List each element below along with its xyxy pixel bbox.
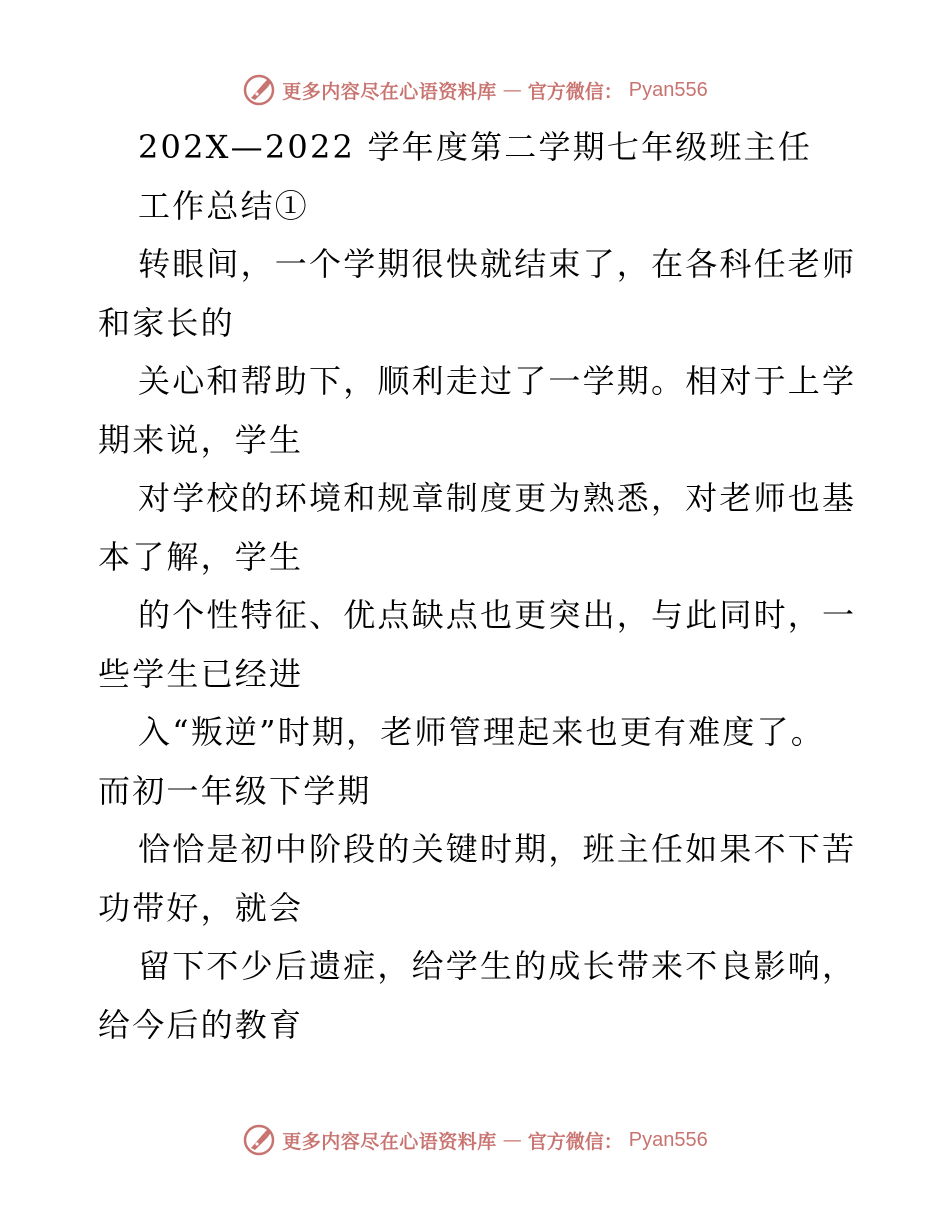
header-banner: [0, 70, 950, 110]
banner-wechat-label: 官方微信：: [527, 80, 623, 103]
banner-wechat-id: Pyan556: [628, 78, 708, 101]
doc-title-line-1: 202X—2022 学年度第二学期七年级班主任: [138, 128, 813, 166]
banner-text: 更多内容尽在心语资料库: [282, 80, 497, 103]
banner-text: 更多内容尽在心语资料库: [282, 1130, 497, 1153]
doc-line: 的个性特征、优点缺点也更突出，与此同时，一: [138, 596, 857, 634]
doc-line: 对学校的环境和规章制度更为熟悉，对老师也基: [138, 479, 857, 517]
doc-line: 些学生已经进: [98, 654, 304, 693]
doc-line: 而初一年级下学期: [98, 771, 372, 810]
banner-wechat-label: 官方微信：: [527, 1130, 623, 1153]
doc-line: 关心和帮助下，顺利走过了一学期。相对于上学: [138, 362, 857, 400]
doc-line: 功带好，就会: [98, 888, 304, 927]
banner-wechat-id: Pyan556: [628, 1128, 708, 1151]
banner-dash: —: [502, 79, 522, 101]
doc-line: 给今后的教育: [98, 1005, 304, 1044]
doc-line: 本了解，学生: [98, 537, 304, 576]
doc-title-line-2: 工作总结①: [138, 186, 310, 225]
document-body: [98, 118, 858, 1054]
doc-line: 留下不少后遗症，给学生的成长带来不良影响，: [138, 947, 857, 985]
banner-dash: —: [502, 1129, 522, 1151]
pen-nib-logo-icon: [242, 1123, 276, 1157]
doc-line: 入“叛逆”时期，老师管理起来也更有难度了。: [138, 713, 825, 751]
doc-line: 期来说，学生: [98, 420, 304, 459]
pen-nib-logo-icon: [242, 73, 276, 107]
doc-line: 恰恰是初中阶段的关键时期，班主任如果不下苦: [138, 830, 857, 868]
doc-line: 和家长的: [98, 303, 235, 342]
doc-line: 转眼间，一个学期很快就结束了，在各科任老师: [138, 245, 857, 283]
footer-banner: [0, 1120, 950, 1160]
